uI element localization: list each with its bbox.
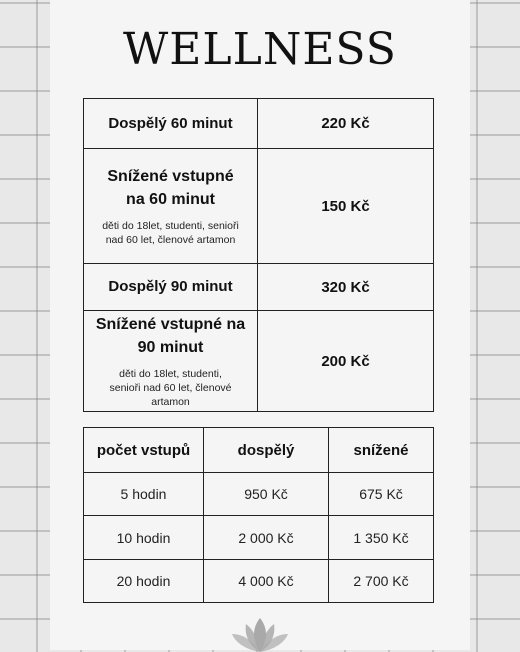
table-header: dospělý	[204, 428, 329, 473]
price-value-cell	[258, 149, 433, 264]
price-note: děti do 18let, studenti, senioři nad 60 let, členové artamon	[109, 368, 232, 408]
price-name: Dospělý 60 minut	[108, 114, 233, 132]
price-name-cell	[84, 99, 258, 149]
table-header: snížené	[329, 428, 433, 473]
price-name: Dospělý 90 minut	[108, 278, 233, 295]
table-cell: 20 hodin	[84, 560, 204, 602]
price-value: 320 Kč	[321, 278, 370, 296]
page-title: WELLNESS	[123, 24, 397, 75]
price-name-cell	[84, 264, 258, 311]
price-name-cell	[84, 311, 258, 411]
price-name: Snížené vstupné na 60 minut	[107, 168, 234, 208]
price-value: 220 Kč	[321, 115, 370, 132]
price-value: 150 Kč	[321, 197, 370, 215]
price-name-cell	[84, 149, 258, 264]
table-header: počet vstupů	[84, 428, 204, 473]
table-cell: 4 000 Kč	[204, 560, 329, 602]
price-value-cell	[258, 264, 433, 311]
price-name: Snížené vstupné na 90 minut	[95, 316, 246, 356]
price-value: 200 Kč	[321, 352, 370, 370]
price-value-cell	[258, 311, 433, 411]
price-card	[50, 0, 470, 650]
table-cell: 5 hodin	[84, 473, 204, 516]
table-cell: 675 Kč	[329, 473, 433, 516]
price-note: děti do 18let, studenti, senioři nad 60 let, členové artamon	[102, 220, 239, 246]
price-value-cell	[258, 99, 433, 149]
price-table	[83, 98, 434, 412]
table-cell: 10 hodin	[84, 516, 204, 560]
table-cell: 2 000 Kč	[204, 516, 329, 560]
table-cell: 950 Kč	[204, 473, 329, 516]
table-cell: 1 350 Kč	[329, 516, 433, 560]
table-cell: 2 700 Kč	[353, 573, 409, 589]
entries-table	[83, 427, 434, 603]
lotus-icon	[230, 612, 290, 652]
